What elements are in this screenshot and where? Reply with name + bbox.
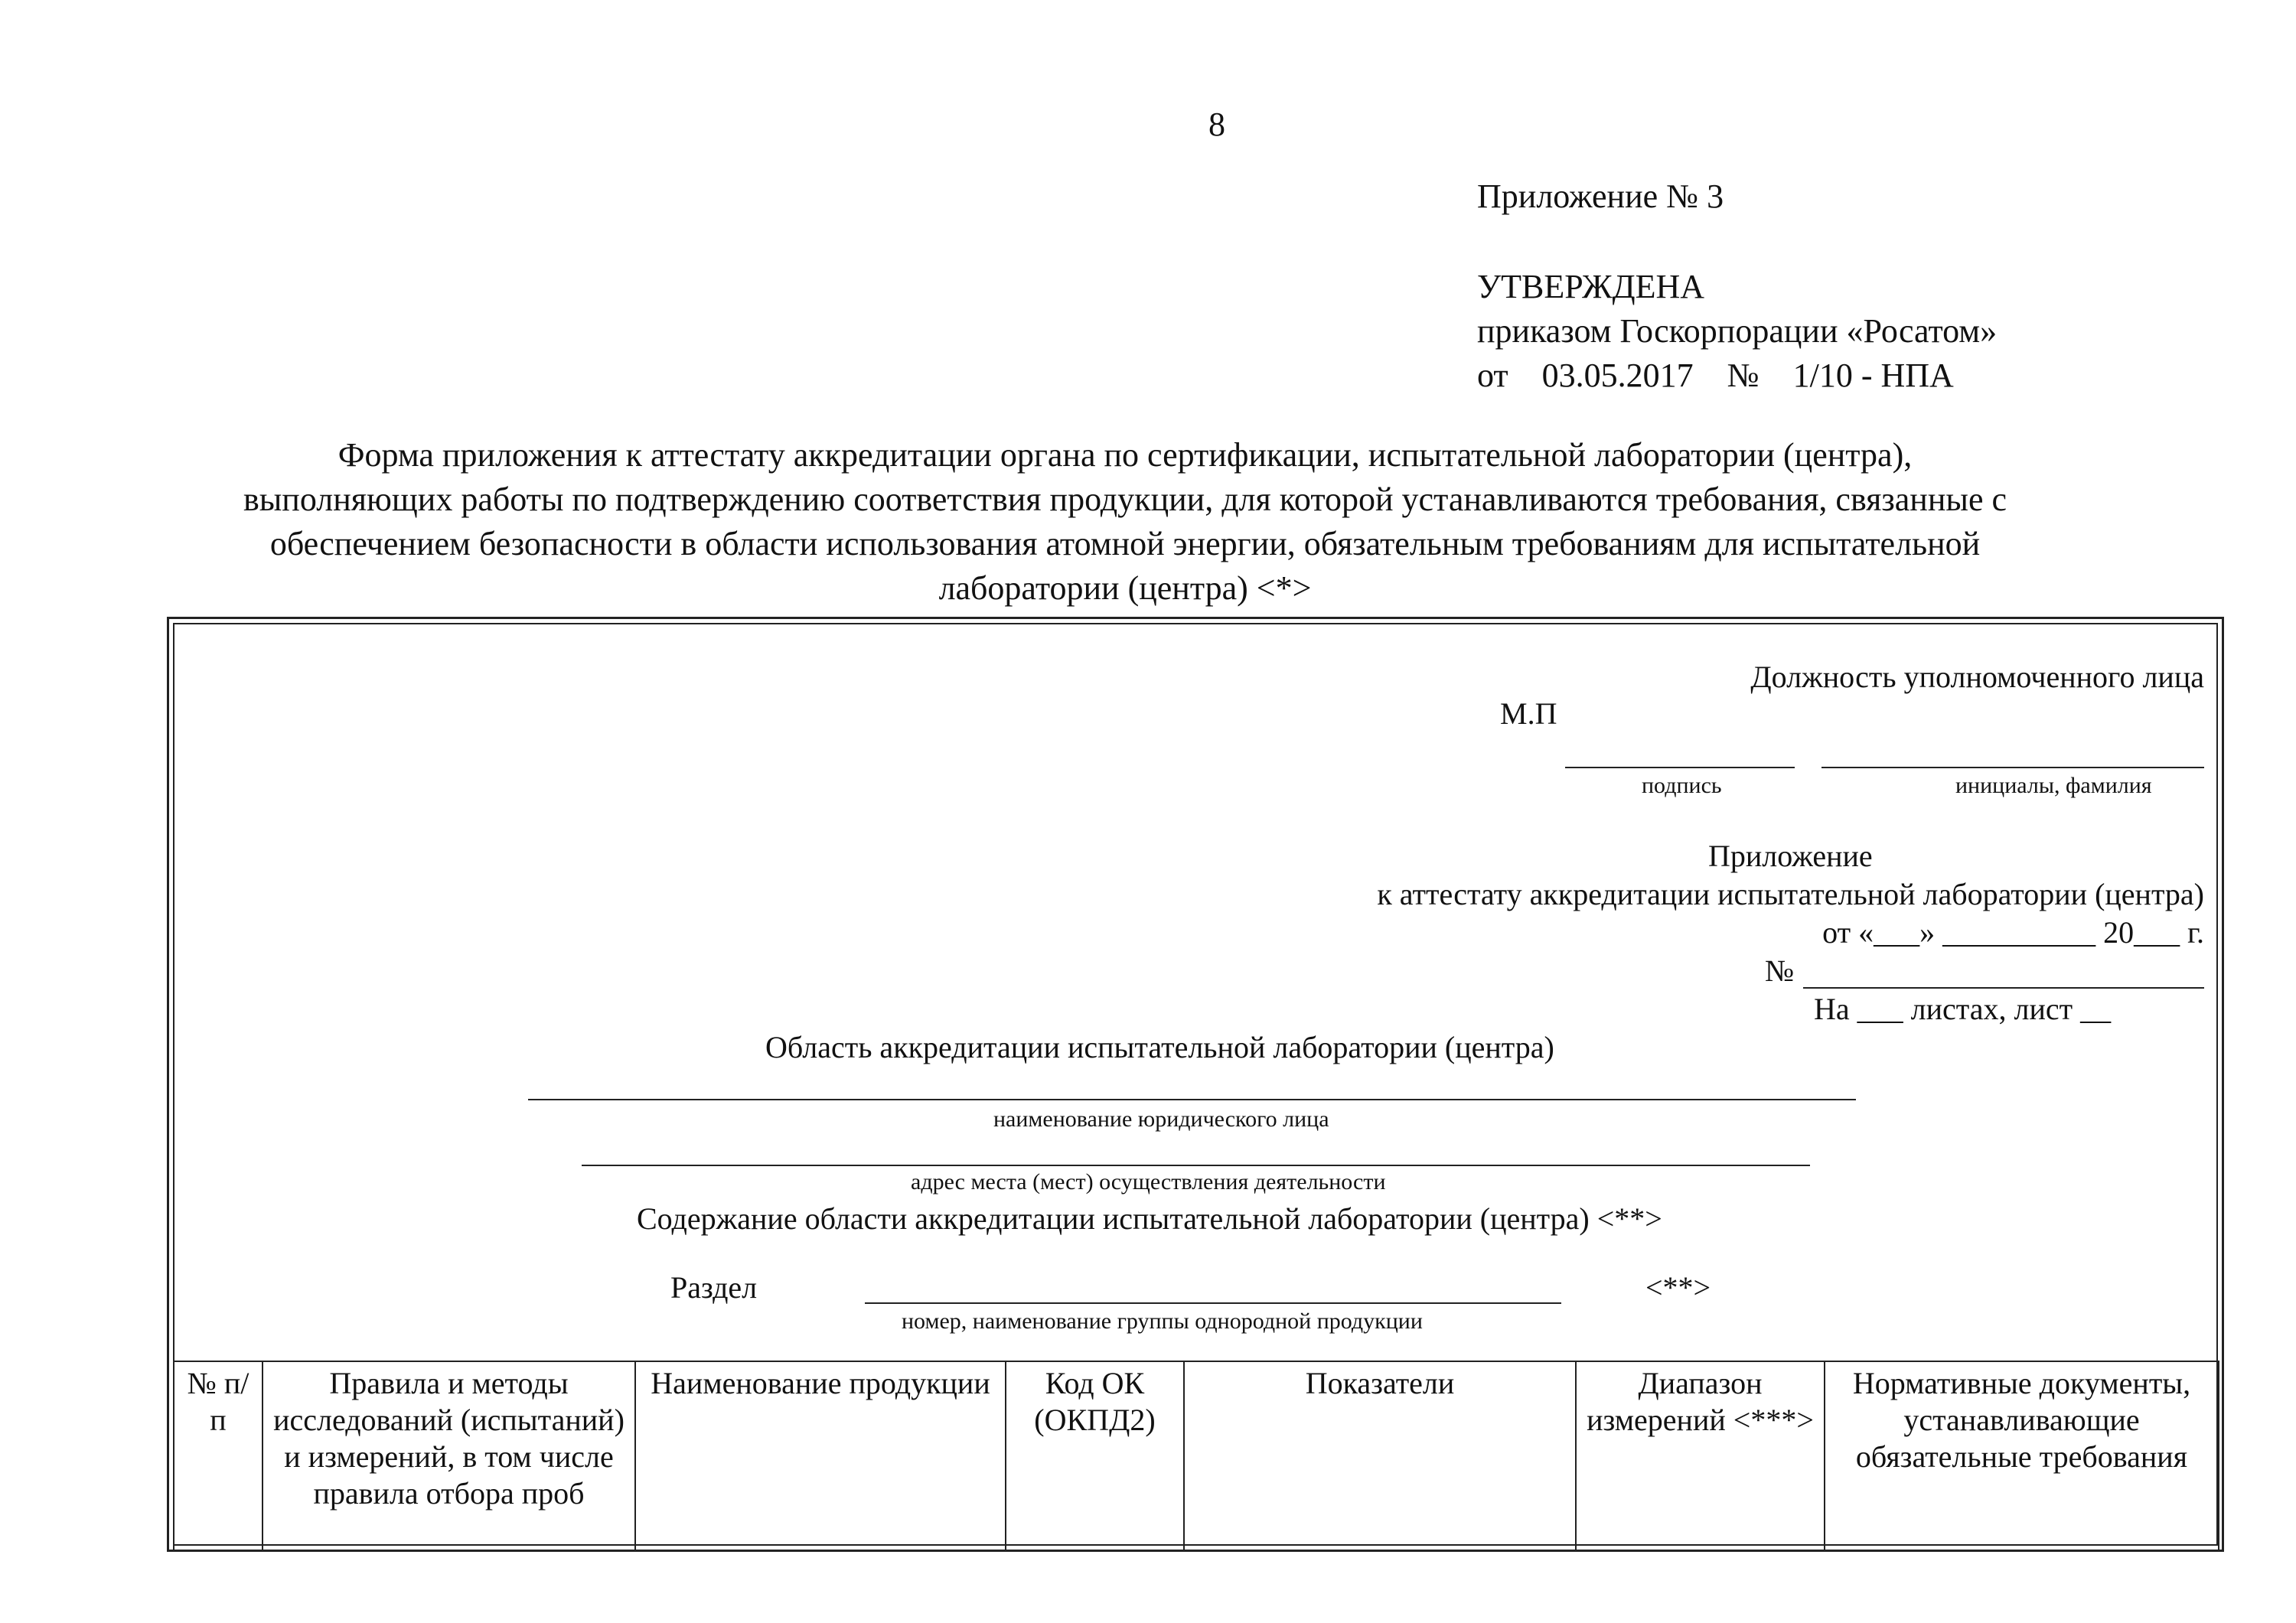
form-title-line: обеспечением безопасности в области использования атомной энергии, обязательным требованиям для испытательной bbox=[269, 525, 1981, 562]
annex-to: к аттестату аккредитации испытательной лаборатории (центра) bbox=[1377, 877, 2204, 911]
signature-line bbox=[1565, 767, 1795, 768]
annex-date: от «___» __________ 20___ г. bbox=[1822, 915, 2204, 950]
annex-title: Приложение bbox=[1708, 839, 1873, 873]
column-header-normative-docs: Нормативные документы, устанавливающие обязательные требования bbox=[1825, 1361, 2219, 1551]
approved-label: УТВЕРЖДЕНА bbox=[1477, 268, 1705, 305]
annex-number-line bbox=[1803, 987, 2204, 989]
column-header-product: Наименование продукции bbox=[635, 1361, 1006, 1551]
page-number: 8 bbox=[1208, 106, 1225, 143]
column-header-range: Диапазон измерений <***> bbox=[1576, 1361, 1825, 1551]
authorized-person-title: Должность уполномоченного лица bbox=[1750, 660, 2204, 694]
approved-date-number: от 03.05.2017 № 1/10 - НПА bbox=[1477, 357, 1954, 394]
column-header-methods: Правила и методы исследований (испытаний) и измерений, в том числе правила отбора проб bbox=[263, 1361, 635, 1551]
legal-entity-line bbox=[528, 1099, 1856, 1100]
column-header-indicators: Показатели bbox=[1184, 1361, 1576, 1551]
appendix-label: Приложение № 3 bbox=[1477, 178, 1724, 215]
approval-block bbox=[1477, 268, 1997, 401]
form-title-line: лаборатории (центра) <*> bbox=[938, 569, 1312, 607]
column-header-number: № п/п bbox=[174, 1361, 263, 1551]
section-line bbox=[865, 1302, 1561, 1304]
scope-content-title: Содержание области аккредитации испытательной лаборатории (центра) <**> bbox=[637, 1201, 1662, 1236]
annex-sheets: На ___ листах, лист __ bbox=[1814, 992, 2112, 1026]
column-header-okpd-code: Код ОК (ОКПД2) bbox=[1006, 1361, 1184, 1551]
signature-caption: подпись bbox=[1642, 773, 1722, 798]
address-caption: адрес места (мест) осуществления деятельности bbox=[911, 1169, 1386, 1194]
form-title-line: Форма приложения к аттестату аккредитации органа по сертификации, испытательной лаборатории (центра), bbox=[338, 436, 1913, 474]
requirements-table bbox=[173, 1361, 2219, 1552]
legal-entity-caption: наименование юридического лица bbox=[993, 1106, 1329, 1132]
approved-by-order: приказом Госкорпорации «Росатом» bbox=[1477, 312, 1998, 350]
table-header-row bbox=[174, 1361, 2219, 1551]
section-label: Раздел bbox=[670, 1270, 758, 1305]
annex-number-label: № bbox=[1765, 953, 1795, 988]
scope-title: Область аккредитации испытательной лаборатории (центра) bbox=[765, 1030, 1554, 1064]
section-caption: номер, наименование группы однородной продукции bbox=[902, 1309, 1423, 1334]
section-note: <**> bbox=[1645, 1270, 1711, 1305]
name-line bbox=[1821, 767, 2204, 768]
name-caption: инициалы, фамилия bbox=[1955, 773, 2152, 798]
address-line bbox=[582, 1165, 1810, 1166]
form-title bbox=[153, 436, 2097, 614]
form-title-line: выполняющих работы по подтверждению соответствия продукции, для которой устанавливаются требования, связанные с bbox=[243, 481, 2007, 518]
stamp-placeholder: М.П bbox=[1500, 696, 1557, 731]
